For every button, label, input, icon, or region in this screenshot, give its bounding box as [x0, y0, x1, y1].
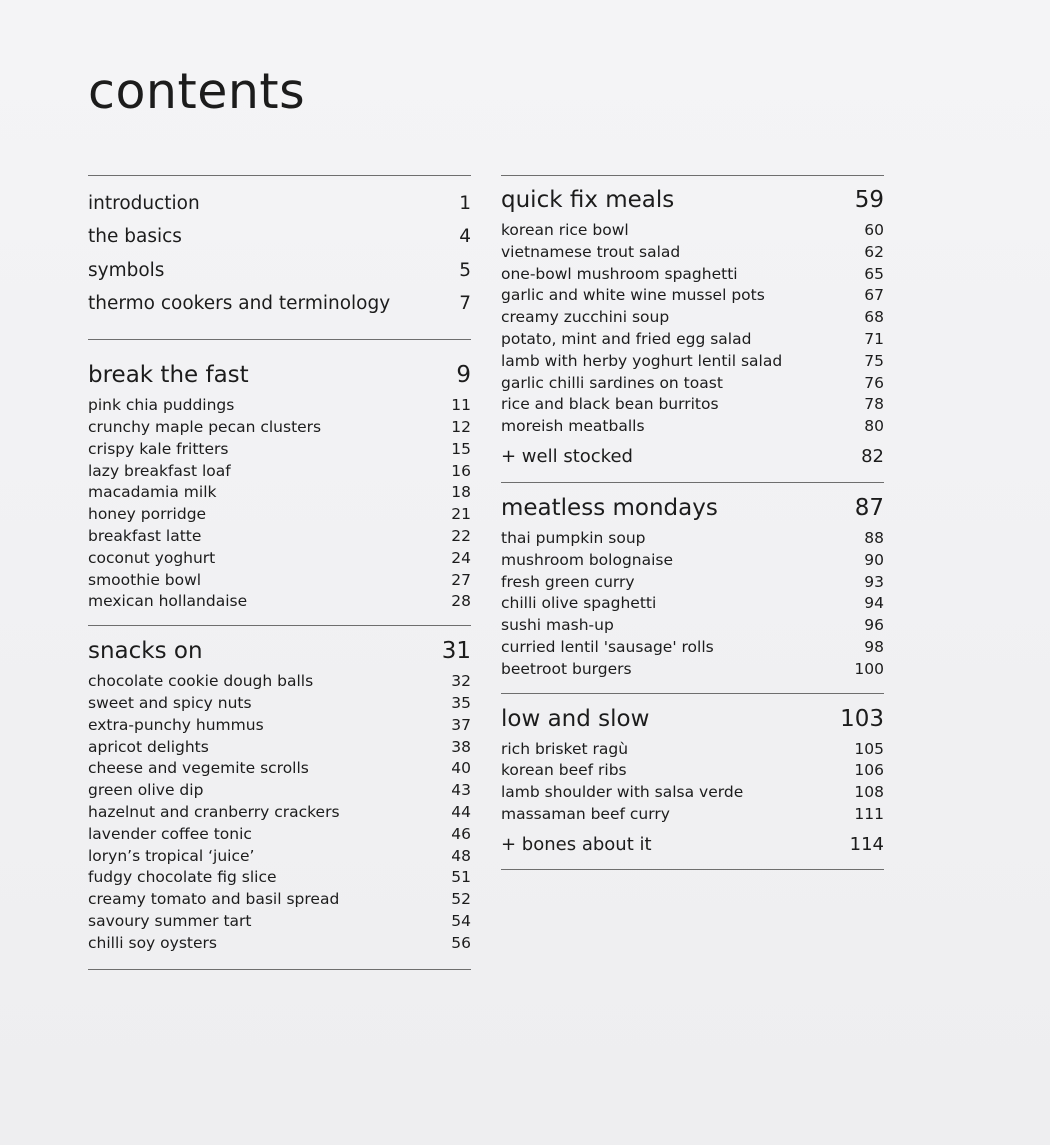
entry-page: 51	[451, 868, 471, 887]
entry-page: 32	[451, 672, 471, 691]
toc-entry[interactable]	[88, 254, 471, 287]
recipe-entry[interactable]	[501, 659, 884, 681]
recipe-entry[interactable]	[501, 264, 884, 286]
heading-page: 31	[441, 638, 471, 665]
entry-label: apricot delights	[88, 737, 209, 756]
entry-label: + bones about it	[501, 833, 652, 855]
recipe-entry[interactable]	[501, 782, 884, 804]
heading-page: 87	[854, 494, 884, 521]
entry-page: 38	[451, 737, 471, 756]
entry-page: 105	[854, 739, 884, 758]
recipe-entry[interactable]	[88, 824, 471, 846]
entry-page: 44	[451, 802, 471, 821]
toc-section-meatless-mondays	[501, 482, 884, 693]
entry-page: 52	[451, 890, 471, 909]
recipe-entry[interactable]	[501, 373, 884, 395]
entry-page: 40	[451, 759, 471, 778]
entry-page: 46	[451, 824, 471, 843]
entry-page: 65	[864, 264, 884, 283]
entry-page: 35	[451, 693, 471, 712]
recipe-entry[interactable]	[501, 220, 884, 242]
entry-label: symbols	[88, 259, 165, 281]
entry-label: rice and black bean burritos	[501, 395, 719, 414]
recipe-entry[interactable]	[88, 526, 471, 548]
recipe-entry[interactable]	[88, 737, 471, 759]
entry-label: sushi mash-up	[501, 616, 614, 635]
recipe-entry[interactable]	[88, 867, 471, 889]
entry-label: mexican hollandaise	[88, 592, 248, 611]
entry-page: 71	[864, 329, 884, 348]
entry-page: 96	[864, 616, 884, 635]
recipe-entry[interactable]	[88, 715, 471, 737]
entry-label: hazelnut and cranberry crackers	[88, 802, 340, 821]
entry-page: 15	[451, 439, 471, 458]
entry-page: 67	[864, 286, 884, 305]
recipe-list	[501, 220, 884, 438]
recipe-entry[interactable]	[88, 889, 471, 911]
section-heading[interactable]	[501, 704, 884, 734]
section-heading[interactable]	[88, 360, 471, 390]
entry-page: 28	[451, 592, 471, 611]
entry-label: honey porridge	[88, 505, 207, 524]
entry-page: 93	[864, 572, 884, 591]
entry-label: thermo cookers and terminology	[88, 292, 391, 314]
recipe-entry[interactable]	[88, 758, 471, 780]
recipe-entry[interactable]	[501, 593, 884, 615]
entry-label: lazy breakfast loaf	[88, 461, 231, 480]
recipe-entry[interactable]	[88, 461, 471, 483]
entry-label: chilli olive spaghetti	[501, 594, 657, 613]
section-heading[interactable]	[501, 493, 884, 523]
entry-label: coconut yoghurt	[88, 548, 216, 567]
toc-right-column	[501, 175, 884, 870]
recipe-entry[interactable]	[501, 351, 884, 373]
entry-page: 94	[864, 594, 884, 613]
recipe-entry[interactable]	[88, 933, 471, 955]
recipe-entry[interactable]	[501, 416, 884, 438]
entry-page: 22	[451, 526, 471, 545]
recipe-entry[interactable]	[501, 550, 884, 572]
entry-label: chilli soy oysters	[88, 933, 217, 952]
toc-section-snacks-on	[88, 625, 471, 969]
entry-page: 111	[854, 804, 884, 823]
toc-extra-entry[interactable]	[501, 833, 884, 857]
entry-label: potato, mint and fried egg salad	[501, 329, 752, 348]
heading-label: break the fast	[88, 362, 249, 389]
entry-page: 60	[864, 221, 884, 239]
recipe-entry[interactable]	[88, 846, 471, 868]
entry-label: the basics	[88, 226, 182, 248]
toc-entry[interactable]	[88, 187, 471, 220]
entry-page: 62	[864, 242, 884, 261]
entry-page: 78	[864, 395, 884, 414]
entry-label: moreish meatballs	[501, 417, 645, 436]
entry-label: chocolate cookie dough balls	[88, 672, 314, 691]
entry-label: sweet and spicy nuts	[88, 693, 252, 712]
entry-label: rich brisket ragù	[501, 739, 629, 758]
entry-label: korean rice bowl	[501, 221, 629, 239]
entry-label: crunchy maple pecan clusters	[88, 417, 322, 436]
recipe-entry[interactable]	[501, 528, 884, 550]
entry-label: lavender coffee tonic	[88, 824, 252, 843]
recipe-list	[88, 395, 471, 613]
entry-page: 108	[854, 783, 884, 802]
recipe-entry[interactable]	[501, 242, 884, 264]
entry-label: cheese and vegemite scrolls	[88, 759, 309, 778]
entry-label: garlic and white wine mussel pots	[501, 286, 765, 305]
entry-label: thai pumpkin soup	[501, 528, 646, 547]
recipe-entry[interactable]	[88, 570, 471, 592]
entry-label: vietnamese trout salad	[501, 242, 681, 261]
entry-page: 48	[451, 846, 471, 865]
recipe-entry[interactable]	[88, 504, 471, 526]
entry-label: loryn’s tropical ‘juice’	[88, 846, 255, 865]
recipe-list	[501, 739, 884, 826]
recipe-entry[interactable]	[501, 572, 884, 594]
recipe-entry[interactable]	[88, 417, 471, 439]
recipe-list	[501, 528, 884, 681]
toc-section-low-and-slow	[501, 693, 884, 870]
entry-page: 90	[864, 550, 884, 569]
recipe-entry[interactable]	[88, 548, 471, 570]
entry-page: 4	[459, 226, 471, 248]
entry-page: 68	[864, 308, 884, 327]
entry-label: massaman beef curry	[501, 804, 670, 823]
heading-page: 103	[840, 705, 884, 732]
recipe-entry[interactable]	[88, 482, 471, 504]
entry-page: 75	[864, 351, 884, 370]
entry-page: 37	[451, 715, 471, 734]
toc-extra-entry[interactable]	[501, 445, 884, 469]
recipe-entry[interactable]	[88, 395, 471, 417]
recipe-entry[interactable]	[501, 329, 884, 351]
section-heading[interactable]	[88, 636, 471, 666]
entry-page: 18	[451, 483, 471, 502]
section-heading[interactable]	[501, 185, 884, 215]
entry-label: korean beef ribs	[501, 761, 627, 780]
toc-section-break-the-fast	[88, 339, 471, 625]
toc-section-quick-fix-meals	[501, 175, 884, 482]
entry-label: pink chia puddings	[88, 396, 235, 415]
entry-page: 12	[451, 417, 471, 436]
entry-label: mushroom bolognaise	[501, 550, 674, 569]
entry-page: 114	[849, 833, 884, 855]
entry-label: introduction	[88, 193, 200, 214]
entry-label: one-bowl mushroom spaghetti	[501, 264, 738, 283]
recipe-entry[interactable]	[501, 285, 884, 307]
recipe-entry[interactable]	[88, 439, 471, 461]
entry-page: 16	[451, 461, 471, 480]
recipe-entry[interactable]	[88, 671, 471, 693]
entry-label: breakfast latte	[88, 526, 202, 545]
heading-page: 59	[854, 187, 884, 213]
recipe-entry[interactable]	[501, 615, 884, 637]
entry-page: 5	[459, 259, 471, 281]
recipe-entry[interactable]	[501, 760, 884, 782]
entry-page: 56	[451, 933, 471, 952]
heading-label: low and slow	[501, 705, 650, 732]
recipe-entry[interactable]	[88, 591, 471, 613]
entry-label: lamb with herby yoghurt lentil salad	[501, 351, 783, 370]
entry-page: 106	[854, 761, 884, 780]
entry-page: 27	[451, 570, 471, 589]
toc-entry[interactable]	[88, 220, 471, 253]
entry-page: 80	[864, 417, 884, 436]
toc-section-intro	[88, 175, 471, 339]
entry-label: creamy tomato and basil spread	[88, 890, 340, 909]
recipe-entry[interactable]	[88, 911, 471, 933]
entry-page: 82	[861, 445, 884, 467]
entry-page: 98	[864, 637, 884, 656]
page-title: contents	[88, 63, 306, 120]
entry-page: 76	[864, 373, 884, 392]
entry-label: curried lentil 'sausage' rolls	[501, 637, 714, 656]
recipe-entry[interactable]	[501, 804, 884, 826]
recipe-entry[interactable]	[501, 307, 884, 329]
entry-page: 100	[854, 659, 884, 678]
entry-page: 1	[459, 193, 471, 214]
entry-label: crispy kale fritters	[88, 439, 229, 458]
toc-entry[interactable]	[88, 287, 471, 320]
entry-label: green olive dip	[88, 781, 204, 800]
heading-label: meatless mondays	[501, 494, 718, 521]
recipe-entry[interactable]	[88, 693, 471, 715]
recipe-entry[interactable]	[88, 802, 471, 824]
entry-label: beetroot burgers	[501, 659, 632, 678]
heading-label: snacks on	[88, 638, 203, 665]
recipe-entry[interactable]	[501, 394, 884, 416]
entry-page: 7	[459, 292, 471, 314]
entry-label: garlic chilli sardines on toast	[501, 373, 723, 392]
entry-page: 43	[451, 781, 471, 800]
entry-label: savoury summer tart	[88, 911, 252, 930]
entry-page: 21	[451, 505, 471, 524]
recipe-list	[88, 671, 471, 954]
recipe-entry[interactable]	[501, 739, 884, 761]
entry-label: lamb shoulder with salsa verde	[501, 783, 744, 802]
recipe-entry[interactable]	[88, 780, 471, 802]
recipe-entry[interactable]	[501, 637, 884, 659]
entry-label: fresh green curry	[501, 572, 635, 591]
entry-label: + well stocked	[501, 445, 633, 467]
entry-page: 24	[451, 548, 471, 567]
entry-label: macadamia milk	[88, 483, 217, 502]
heading-label: quick fix meals	[501, 187, 675, 213]
entry-page: 88	[864, 528, 884, 547]
entry-page: 54	[451, 911, 471, 930]
toc-left-column	[88, 175, 471, 970]
entry-label: extra-punchy hummus	[88, 715, 264, 734]
entry-label: smoothie bowl	[88, 570, 202, 589]
entry-label: creamy zucchini soup	[501, 308, 670, 327]
entry-label: fudgy chocolate fig slice	[88, 868, 277, 887]
heading-page: 9	[456, 362, 471, 389]
entry-page: 11	[451, 396, 471, 415]
